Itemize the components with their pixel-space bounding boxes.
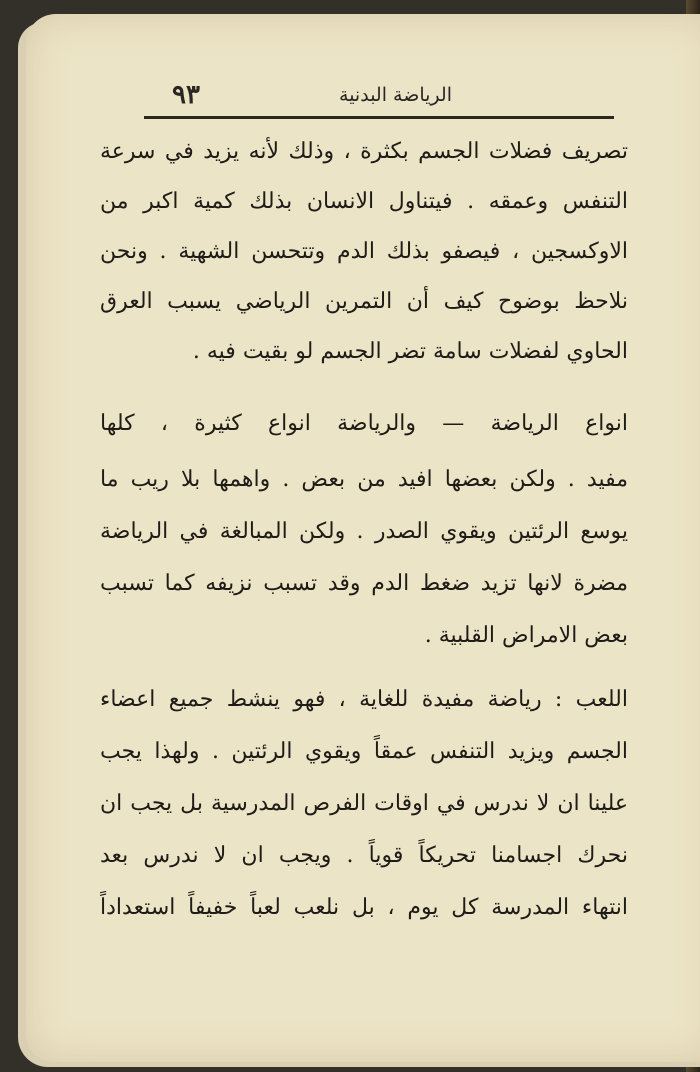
paragraph-line: بعض الامراض القلبية . bbox=[424, 623, 628, 648]
paragraph-line: علينا ان لا ندرس في اوقات الفرص المدرسية بل يجب ان bbox=[100, 791, 628, 816]
paragraph-line: الحاوي لفضلات سامة تضر الجسم لو بقيت فيه . bbox=[192, 339, 628, 364]
paragraph-line: مفيد . ولكن بعضها افيد من بعض . واهمها بلا ريب ما bbox=[100, 467, 628, 492]
header-rule bbox=[144, 116, 614, 119]
paragraph-line: يوسع الرئتين ويقوي الصدر . ولكن المبالغة في الرياضة bbox=[100, 519, 628, 544]
running-header bbox=[146, 78, 612, 114]
page-number: ٩٣ bbox=[172, 80, 200, 110]
paragraph-line: مضرة لانها تزيد ضغط الدم وقد تسبب نزيفه كما تسبب bbox=[100, 571, 628, 596]
paragraph-line: اللعب : رياضة مفيدة للغاية ، فهو ينشط جميع اعضاء bbox=[100, 687, 628, 712]
paragraph-line: تصريف فضلات الجسم بكثرة ، وذلك لأنه يزيد في سرعة bbox=[100, 139, 628, 164]
paragraph-line: نلاحظ بوضوح كيف أن التمرين الرياضي يسبب العرق bbox=[100, 289, 628, 314]
paragraph-line: انتهاء المدرسة كل يوم ، بل نلعب لعباً خفيفاً استعداداً bbox=[100, 895, 628, 920]
running-title: الرياضة البدنية bbox=[339, 84, 452, 106]
paragraph-line: نحرك اجسامنا تحريكاً قوياً . ويجب ان لا ندرس بعد bbox=[100, 843, 628, 868]
paragraph-line: الاوكسجين ، فيصفو بذلك الدم وتتحسن الشهية . ونحن bbox=[100, 239, 628, 264]
paragraph-line: الجسم ويزيد التنفس عمقاً ويقوي الرئتين . ولهذا يجب bbox=[100, 739, 628, 764]
paragraph-line: التنفس وعمقه . فيتناول الانسان بذلك كمية اكبر من bbox=[100, 189, 628, 214]
paragraph-line: انواع الرياضة — والرياضة انواع كثيرة ، كلها bbox=[100, 411, 628, 436]
